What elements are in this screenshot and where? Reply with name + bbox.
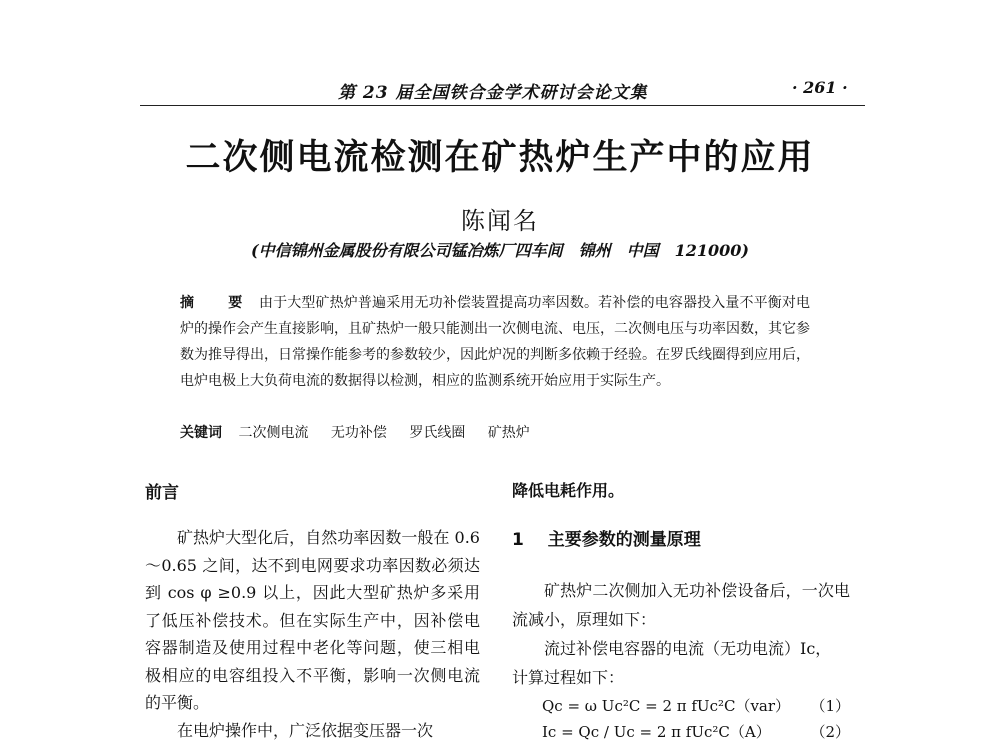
keywords	[180, 422, 810, 442]
section-heading-preface: 前言	[145, 483, 179, 503]
equation-expression: Qc = ω Uc²C = 2 π fUc²C（var）	[542, 697, 791, 715]
author-name: 陈闻名	[461, 207, 539, 235]
abstract	[180, 290, 810, 394]
equation-number: （2）	[810, 723, 850, 741]
page-number: · 261 ·	[792, 78, 848, 97]
keywords-label: 关键词	[180, 425, 222, 441]
paper-title: 二次侧电流检测在矿热炉生产中的应用	[185, 138, 815, 178]
equation-expression: Ic = Qc / Uc = 2 π fUc²C（A）	[542, 723, 771, 741]
paragraph: 计算过程如下：	[512, 668, 625, 687]
keyword: 罗氏线圈	[409, 425, 466, 441]
equation-1	[512, 692, 850, 718]
keyword: 二次侧电流	[238, 425, 309, 441]
equation-2	[512, 718, 850, 744]
keyword: 矿热炉	[487, 425, 530, 441]
equation-number: （1）	[810, 697, 850, 715]
journal-header: 第 23 届全国铁合金学术研讨会论文集	[338, 83, 648, 103]
abstract-text: 由于大型矿热炉普遍采用无功补偿装置提高功率因数。若补偿的电容器投入量不平衡对电炉的操作会产生直接影响，且矿热炉一般只能测出一次侧电流、电压，二次侧电压与功率因数，其它参数为推导得出，日常操作能参考的参数较少，因此炉况的判断多依赖于经验。在罗氏线圈得到应用后，电炉电极上大负荷电流的数据得以检测，相应的监测系统开始应用于实际生产。	[180, 295, 811, 389]
paragraph: 在电炉操作中，广泛依据变压器一次	[177, 720, 434, 740]
continued-text: 降低电耗作用。	[512, 481, 625, 500]
right-column-body	[512, 576, 850, 744]
paragraph: 矿热炉二次侧加入无功补偿设备后，一次电流减小，原理如下：	[512, 581, 850, 629]
paragraph: 流过补偿电容器的电流（无功电流）Ic，	[544, 639, 832, 658]
author-affiliation: (中信锦州金属股份有限公司锰冶炼厂四车间 锦州 中国 121000)	[251, 241, 749, 260]
keyword: 无功补偿	[330, 425, 387, 441]
header-rule	[140, 105, 865, 106]
left-column-body	[145, 524, 480, 744]
section-title: 主要参数的测量原理	[547, 530, 701, 550]
section-heading-1	[512, 525, 701, 550]
abstract-label: 摘 要	[180, 295, 253, 311]
paragraph: 矿热炉大型化后，自然功率因数一般在 0.6～0.65 之间，达不到电网要求功率因数必须达到 cos φ ≥0.9 以上，因此大型矿热炉多采用了低压补偿技术。但在实际生产中，因补偿电容器制造及使用过程中老化等问题，使三相电极相应的电容组投入不平衡，影响一次侧电流的平衡。	[145, 528, 480, 712]
section-number: 1	[512, 530, 524, 550]
